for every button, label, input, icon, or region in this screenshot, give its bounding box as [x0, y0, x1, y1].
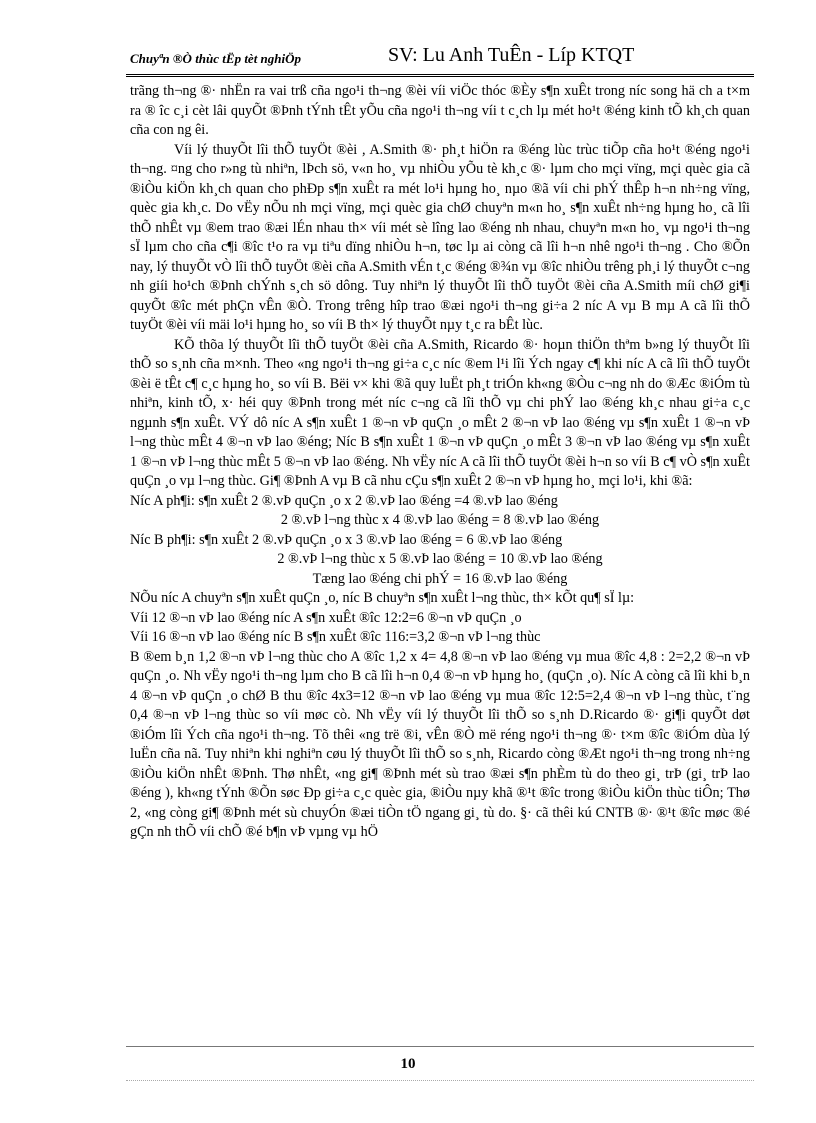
calc-b-line1	[130, 531, 750, 551]
calc-a-text1: s¶n xuÊt 2 ®.vÞ quÇn ¸o x 2 ®.vÞ lao ®éng =4 ®.vÞ lao ®éng	[198, 492, 558, 509]
body-text	[130, 82, 750, 1042]
calc-a-line1	[130, 492, 750, 512]
header-topic: Chuyªn ®Ò thùc tËp tèt nghiÖp	[130, 51, 302, 66]
paragraph: KÕ thõa lý thuyÕt lîi thÕ tuyÖt ®èi cña A.Smith, Ricardo ®· hoµn thiÖn thªm b»ng lý thuyÕt lîi thÕ so s¸nh cña m×nh. Theo «ng ngo¹i th¬ng gi÷a c¸c níc ®em l¹i lîi Ých ngay c¶ khi níc A cã lîi thÕ tuyÖt ®èi ë tÊt c¶ c¸c hµng ho¸ so víi B. Bëi v× khi ®ã quy luËt ph¸t triÓn kh«ng ®Òu c¬ng nh do ®Æc ®iÓm tù nhiªn, kinh tÕ, x· héi quy ®Þnh trong mét níc c¬ng cã lîi thÕ vµ chi phÝ lao ®éng kh¸c nhau gi÷a c¸c ngµnh s¶n xuÊt. VÝ dô níc A s¶n xuÊt 1 ®¬n vÞ quÇn ¸o mÊt 2 ®¬n vÞ lao ®éng vµ s¶n xuÊt 1 ®¬n vÞ l¬ng thùc mÊt 4 ®¬n vÞ lao ®éng; Níc B s¶n xuÊt 1 ®¬n vÞ quÇn ¸o mÊt 3 ®¬n vÞ lao ®éng vµ s¶n xuÊt 1 ®¬n vÞ l¬ng thùc mÊt 5 ®¬n vÞ lao ®éng. Nh vËy níc A cã lîi thÕ tuyÖt ®èi h¬n so víi B c¶ vÒ s¶n xuÊt quÇn ¸o vµ l¬ng thùc. Gi¶ ®Þnh A vµ B cã nhu cÇu s¶n xuÊt 2 ®¬n vÞ hµng ho¸ mçi lo¹i, khi ®ã:	[130, 336, 750, 489]
paragraph: trãng th¬ng ®· nhËn ra vai trß cña ngo¹i th¬ng ®èi víi viÖc thóc ®Èy s¶n xuÊt trong níc song hä ch a t×m ra ® îc c¸i cèt lâi quyÕt ®Þnh tÝnh tÊt yÕu cña ngo¹i th¬ng víi t c¸ch lµ mét ho¹t ®éng kinh tÕ kh¸ch quan cña con ng êi.	[130, 83, 750, 138]
paragraph: Víi lý thuyÕt lîi thÕ tuyÖt ®èi , A.Smith ®· ph¸t hiÖn ra ®éng lùc trùc tiÕp cña ho¹t ®éng ngo¹i th¬ng. ¤ng cho r»ng tù nhiªn, lÞch sö, v«n ho¸ vµ nhiÒu yÕu tè kh¸c ®· lµm cho mçi vïng, mçi quèc gia cã ®iÒu kiÖn kh¸ch quan cho phÐp s¶n xuÊt ra mét lo¹i hµng ho¸ nµo ®ã víi chi phÝ thÊp h¬n nh÷ng vïng, quèc gia kh¸c. Do vËy nÕu nh mçi vïng, mçi quèc gia chØ chuyªn m«n ho¸ s¶n xuÊt nh÷ng hµng ho¸ cã lîi thÕ nhÊt vµ ®em trao ®æi lÉn nhau th× víi mét sè lîng lao ®éng nh nhau, chuyªn m«n ho¸ vµ ngo¹i th¬ng sÏ lµm cho cña c¶i ®îc t¹o ra vµ tiªu dïng nhiÒu h¬n, tøc lµ ai còng cã lîi h¬n nhê ngo¹i th¬ng . Cho ®Õn nay, lý thuyÕt vÒ lîi thÕ tuyÖt ®èi cña A.Smith vÉn t¸c ®éng ®¾n vµ ®îc nhiÒu trêng ph¸i lý thuyÕt c¬ng nh giíi ho¹ch ®Þnh chÝnh s¸ch sö dông. Tuy nhiªn lý thuyÕt lîi thÕ tuyÖt ®èi cña A.Smith míi chØ gi¶i quyÕt ®îc mét phÇn vÊn ®Ò. Trong trêng hîp trao ®æi ngo¹i th¬ng gi÷a 2 níc A vµ B mµ A cã lîi thÕ tuyÖt ®èi víi mäi lo¹i hµng ho¸ so víi B th× lý thuyÕt nµy t¸c ra bÊt lùc.	[130, 141, 750, 333]
paragraph: B ®em b¸n 1,2 ®¬n vÞ l¬ng thùc cho A ®îc 1,2 x 4= 4,8 ®¬n vÞ lao ®éng vµ mua ®îc 4,8 : 2=2,2 ®¬n vÞ quÇn ¸o. Nh vËy ngo¹i th¬ng lµm cho B cã lîi h¬n 0,4 ®¬n vÞ hµng ho¸ (quÇn ¸o). Níc A còng cã lîi khi b¸n 4 ®¬n vÞ quÇn ¸o chØ B thu ®îc 4x3=12 ®¬n vÞ lao ®éng vµ mua ®îc 12:5=2,4 ®¬n vÞ l¬ng thùc, t¨ng 0,4 ®¬n vÞ l¬ng thùc so víi møc cò. Nh vËy víi lý thuyÕt lîi thÕ so s¸nh D.Ricardo ®· gi¶i quyÕt døt ®iÓm lîi Ých cña ngo¹i th¬ng. Tõ thêi «ng trë ®i, vÊn ®Ò më réng ngo¹i th¬ng ®· t×m ®îc ®iÓm dùa lý luËn cña nã. Tuy nhiªn khi nghiªn cøu lý thuyÕt lîi thÕ so s¸nh, Ricardo còng ®Æt ngo¹i th¬ng trong nh÷ng ®iÒu kiÖn nhÊt ®Þnh. Thø nhÊt, «ng gi¶ ®Þnh mét sù trao ®æi s¶n phÈm tù do theo gi¸ trÞ (gi¸ trÞ lao ®éng ), kh«ng tÝnh ®Õn søc Ðp gi÷a c¸c quèc gia, ®iÒu nµy khã ®¹t ®îc trong ®iÒu kiÖn thùc tiÔn; Thø 2, «ng còng gi¶ ®Þnh mét sù chuyÓn ®æi tiÒn tÖ ngang gi¸ tù do. §· cã thêi kú CNTB ®· ®¹t ®îc møc ®é gÇn nh thÕ víi chÕ ®é b¶n vÞ vµng vµ hÖ	[130, 648, 750, 840]
footer-dotted-rule	[126, 1080, 754, 1081]
calc-b-label: Níc B ph¶i:	[130, 531, 196, 548]
result-line: Víi 12 ®¬n vÞ lao ®éng níc A s¶n xuÊt ®îc 12:2=6 ®¬n vÞ quÇn ¸o	[130, 609, 522, 626]
page-number: 10	[400, 1056, 416, 1072]
conclusion: NÕu níc A chuyªn s¶n xuÊt quÇn ¸o, níc B chuyªn s¶n xuÊt l¬ng thùc, th× kÕt qu¶ sÏ lµ:	[130, 590, 635, 606]
header-rule	[126, 74, 754, 77]
calc-b-text1: s¶n xuÊt 2 ®.vÞ quÇn ¸o x 3 ®.vÞ lao ®éng = 6 ®.vÞ lao ®éng	[199, 531, 563, 548]
calc-total: Tæng lao ®éng chi phÝ = 16 ®.vÞ lao ®éng	[312, 570, 568, 587]
calc-b-line2: 2 ®.vÞ l¬ng thùc x 5 ®.vÞ lao ®éng = 10 ®.vÞ lao ®éng	[277, 551, 603, 567]
footer-rule	[126, 1046, 754, 1047]
header-author: SV: Lu Anh TuÊn - Líp KTQT	[388, 44, 635, 66]
result-line: Víi 16 ®¬n vÞ lao ®éng níc B s¶n xuÊt ®îc 116:=3,2 ®¬n vÞ l¬ng thùc	[130, 629, 541, 645]
calc-a-line2: 2 ®.vÞ l¬ng thùc x 4 ®.vÞ lao ®éng = 8 ®.vÞ lao ®éng	[280, 512, 600, 528]
calc-a-label: Níc A ph¶i:	[130, 492, 195, 509]
